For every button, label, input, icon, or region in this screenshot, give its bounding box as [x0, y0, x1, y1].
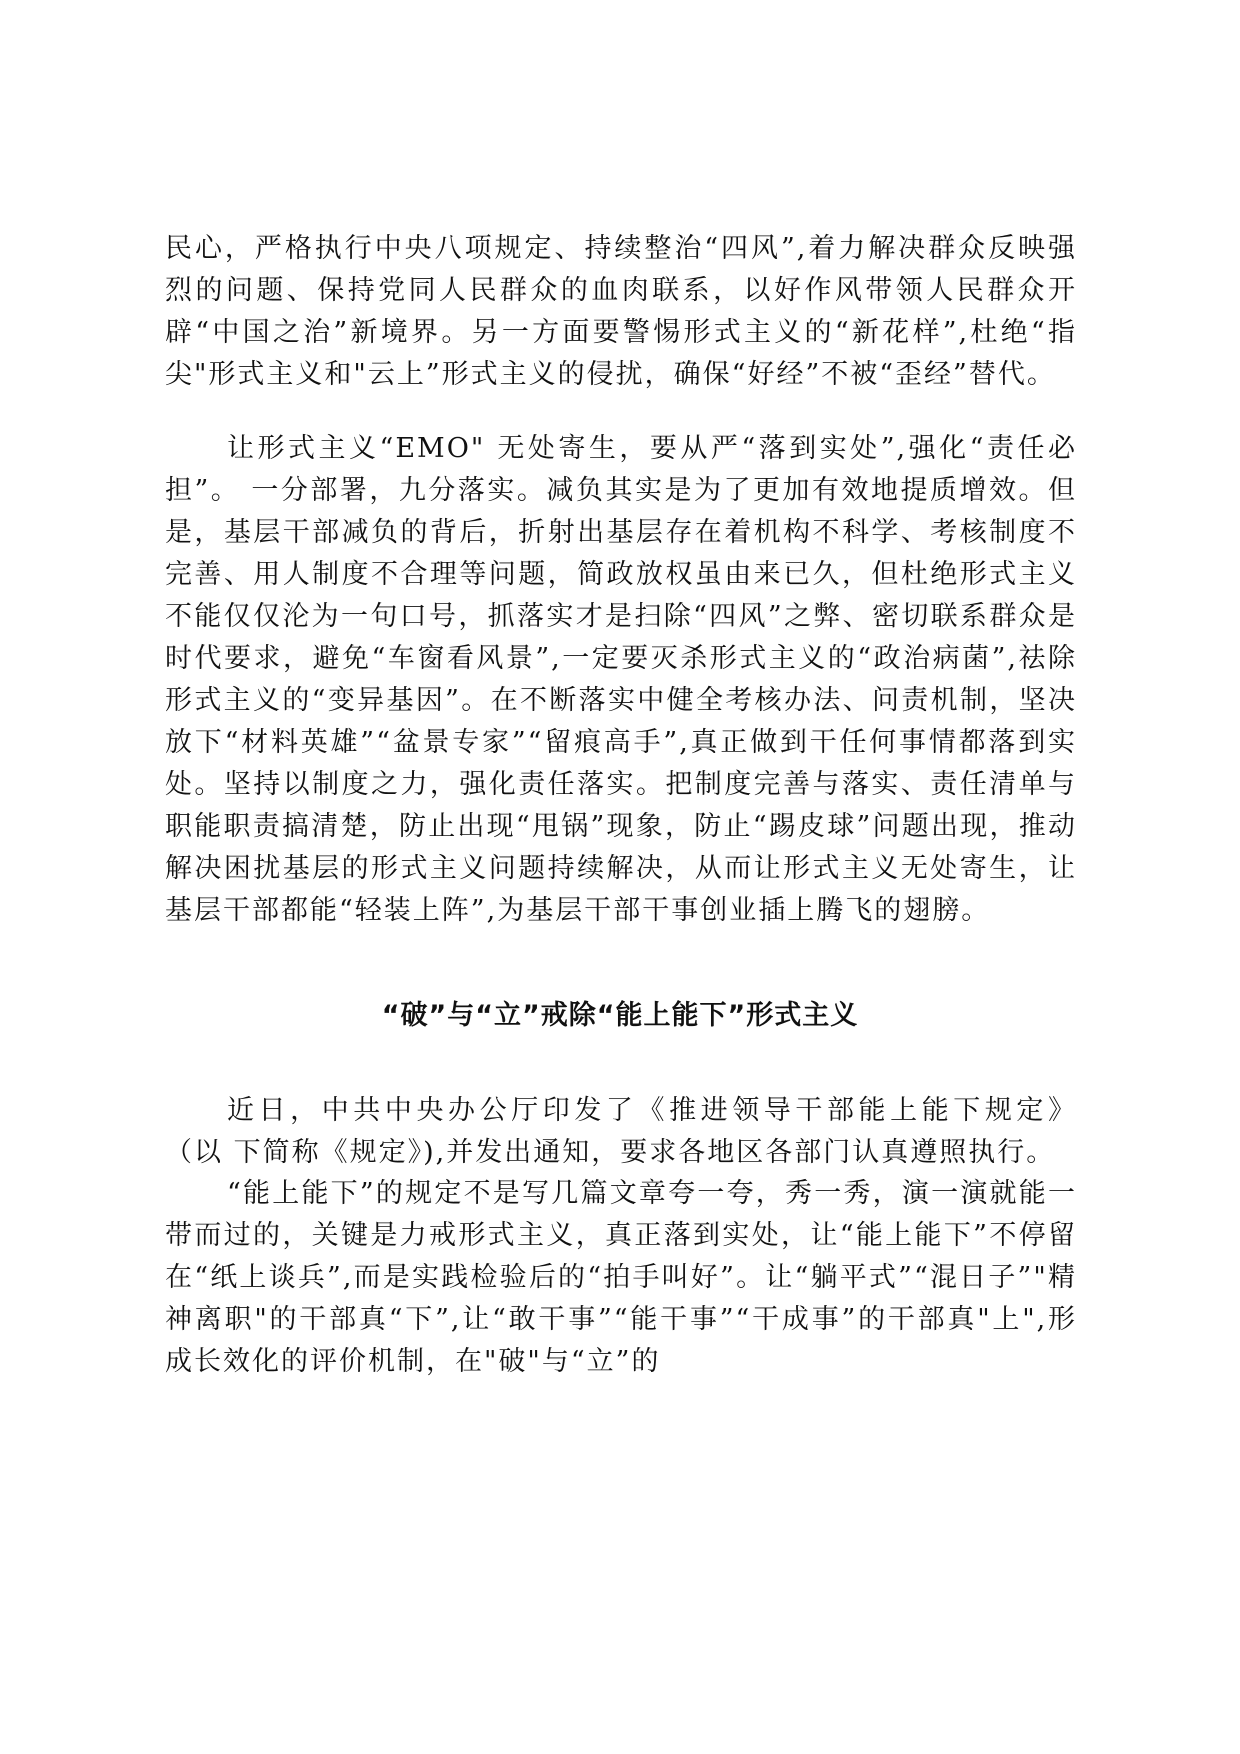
section-heading: “破”与“立”戒除“能上能下”形式主义	[381, 1000, 859, 1031]
paragraph-responsibility: 让形式主义“EMO" 无处寄生，要从严“落到实处”,强化“责任必担”。 一分部署，九分落实。减负其实是为了更加有效地提质增效。但是，基层干部减负的背后，折射出基层存在着机构不科学、考核制度不完善、用人制度不合理等问题，简政放权虽由来已久，但杜绝形式主义不能仅仅沦为一句口号，抓落实才是扫除“四风”之弊、密切联系群众是时代要求，避免“车窗看风景”,一定要灭杀形式主义的“政治病菌”,祛除形式主义的“变异基因”。在不断落实中健全考核办法、问责机制，坚决放下“材料英雄”“盆景专家”“留痕高手”,真正做到干任何事情都落到实处。坚持以制度之力，强化责任落实。把制度完善与落实、责任清单与职能职责搞清楚，防止出现“甩锅”现象，防止“踢皮球”问题出现，推动解决困扰基层的形式主义问题持续解决，从而让形式主义无处寄生，让基层干部都能“轻装上阵”,为基层干部干事创业插上腾飞的翅膀。	[165, 433, 1077, 926]
paragraph-regulation: “能上能下”的规定不是写几篇文章夸一夸，秀一秀，演一演就能一带而过的，关键是力戒形式主义，真正落到实处，让“能上能下”不停留在“纸上谈兵”,而是实践检验后的“拍手叫好”。让“躺平式”“混日子”"精神离职"的干部真“下”,让“敢干事”“能干事”“干成事”的干部真"上",形成长效化的评价机制，在"破"与“立”的	[165, 1178, 1077, 1377]
paragraph-continuation: 民心，严格执行中央八项规定、持续整治“四风”,着力解决群众反映强烈的问题、保持党同人民群众的血肉联系，以好作风带领人民群众开辟“中国之治”新境界。另一方面要警惕形式主义的“新花样”,杜绝“指尖"形式主义和"云上”形式主义的侵扰，确保“好经”不被“歪经”替代。	[165, 233, 1077, 390]
paragraph-notice: 近日，中共中央办公厅印发了《推进领导干部能上能下规定》 （以 下简称《规定》),并发出通知，要求各地区各部门认真遵照执行。	[165, 1095, 1077, 1168]
